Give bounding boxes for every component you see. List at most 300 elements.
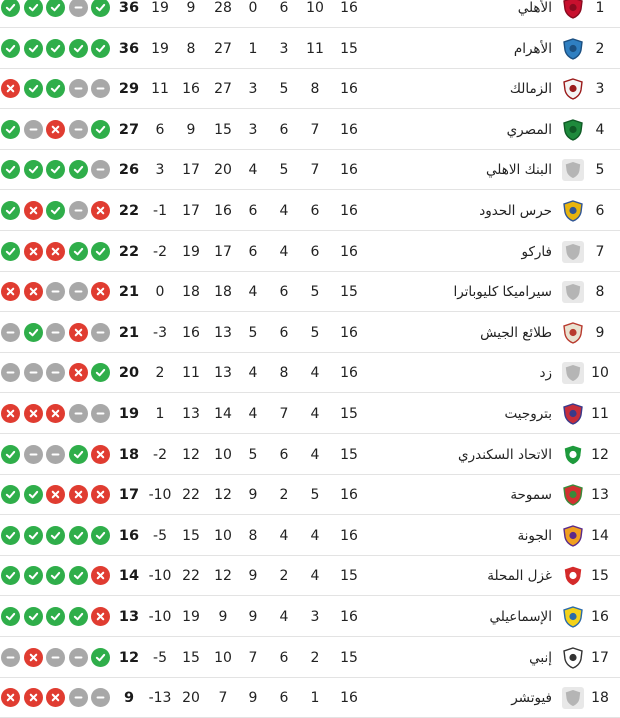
goal-difference-cell: 0 xyxy=(155,284,165,301)
recent-form xyxy=(1,363,114,383)
goal-difference-cell: 19 xyxy=(151,40,169,57)
minus-icon xyxy=(69,688,88,707)
position-cell: 7 xyxy=(595,243,605,260)
team-name[interactable]: الإسماعيلي xyxy=(489,609,552,625)
played-cell: 16 xyxy=(340,243,358,260)
check-icon xyxy=(1,445,20,464)
goal-difference-cell: -3 xyxy=(153,324,167,341)
won-cell: 7 xyxy=(310,121,320,138)
goals-for-cell: 10 xyxy=(214,527,232,544)
check-icon xyxy=(69,607,88,626)
recent-form xyxy=(1,282,114,302)
x-icon xyxy=(69,363,88,382)
recent-form xyxy=(1,120,114,140)
played-cell: 15 xyxy=(340,284,358,301)
check-icon xyxy=(24,607,43,626)
goals-against-cell: 15 xyxy=(182,527,200,544)
points-cell: 12 xyxy=(118,649,140,666)
team-name[interactable]: بتروجيت xyxy=(504,406,552,422)
check-icon xyxy=(1,39,20,58)
position-cell: 3 xyxy=(595,81,605,98)
minus-icon xyxy=(91,404,110,423)
goals-for-cell: 14 xyxy=(214,406,232,422)
goals-for-cell: 12 xyxy=(214,568,232,585)
team-name[interactable]: غزل المحلة xyxy=(487,568,552,585)
goal-difference-cell: -10 xyxy=(148,609,172,625)
played-cell: 16 xyxy=(340,121,358,138)
check-icon xyxy=(69,566,88,585)
minus-icon xyxy=(24,363,43,382)
check-icon xyxy=(91,0,110,17)
goals-against-cell: 19 xyxy=(182,243,200,260)
lost-cell: 4 xyxy=(248,365,258,382)
won-cell: 5 xyxy=(310,284,320,301)
goals-for-cell: 10 xyxy=(214,649,232,666)
recent-form xyxy=(1,526,114,546)
recent-form xyxy=(1,39,114,59)
minus-icon xyxy=(1,363,20,382)
x-icon xyxy=(24,404,43,423)
drawn-cell: 4 xyxy=(279,527,289,544)
goals-for-cell: 12 xyxy=(214,487,232,504)
position-cell: 11 xyxy=(591,406,609,422)
goals-against-cell: 22 xyxy=(182,568,200,585)
won-cell: 1 xyxy=(310,690,320,707)
points-cell: 14 xyxy=(118,568,140,585)
points-cell: 21 xyxy=(118,284,140,301)
recent-form xyxy=(1,607,114,627)
position-cell: 2 xyxy=(595,40,605,57)
team-logo-icon xyxy=(561,158,585,182)
lost-cell: 5 xyxy=(248,324,258,341)
check-icon xyxy=(91,526,110,545)
goals-for-cell: 16 xyxy=(214,203,232,219)
team-name[interactable]: الاتحاد السكندري xyxy=(458,446,552,463)
minus-icon xyxy=(91,79,110,98)
lost-cell: 9 xyxy=(248,487,258,504)
team-logo-icon xyxy=(561,118,585,142)
recent-form xyxy=(1,0,114,18)
check-icon xyxy=(69,242,88,261)
table-row[interactable] xyxy=(0,556,620,596)
position-cell: 16 xyxy=(591,609,609,625)
check-icon xyxy=(1,0,20,17)
minus-icon xyxy=(46,363,65,382)
x-icon xyxy=(24,688,43,707)
won-cell: 4 xyxy=(310,568,320,585)
goals-against-cell: 17 xyxy=(182,203,200,219)
points-cell: 26 xyxy=(118,162,140,179)
check-icon xyxy=(24,0,43,17)
goals-for-cell: 27 xyxy=(214,81,232,98)
check-icon xyxy=(24,526,43,545)
goals-against-cell: 13 xyxy=(182,406,200,422)
won-cell: 4 xyxy=(310,446,320,463)
minus-icon xyxy=(46,282,65,301)
won-cell: 3 xyxy=(310,609,320,625)
minus-icon xyxy=(24,445,43,464)
goal-difference-cell: 2 xyxy=(155,365,165,382)
x-icon xyxy=(69,323,88,342)
position-cell: 10 xyxy=(591,365,609,382)
team-name[interactable]: الزمالك xyxy=(509,81,552,98)
team-name[interactable]: المصري xyxy=(506,121,552,138)
lost-cell: 6 xyxy=(248,243,258,260)
table-row[interactable] xyxy=(0,232,620,272)
goals-for-cell: 15 xyxy=(214,121,232,138)
team-logo-icon xyxy=(561,0,585,20)
goal-difference-cell: 1 xyxy=(155,406,165,422)
minus-icon xyxy=(69,648,88,667)
x-icon xyxy=(24,242,43,261)
goal-difference-cell: 3 xyxy=(155,162,165,179)
check-icon xyxy=(46,39,65,58)
drawn-cell: 4 xyxy=(279,243,289,260)
drawn-cell: 2 xyxy=(279,487,289,504)
x-icon xyxy=(69,485,88,504)
goals-against-cell: 15 xyxy=(182,649,200,666)
x-icon xyxy=(91,485,110,504)
won-cell: 4 xyxy=(310,365,320,382)
table-row[interactable] xyxy=(0,0,620,28)
minus-icon xyxy=(91,688,110,707)
minus-icon xyxy=(69,0,88,17)
lost-cell: 4 xyxy=(248,162,258,179)
lost-cell: 6 xyxy=(248,203,258,219)
x-icon xyxy=(46,404,65,423)
table-row[interactable] xyxy=(0,435,620,475)
minus-icon xyxy=(46,648,65,667)
team-logo-icon xyxy=(561,280,585,304)
team-logo-icon xyxy=(561,524,585,548)
check-icon xyxy=(1,607,20,626)
drawn-cell: 7 xyxy=(279,406,289,422)
team-logo-icon xyxy=(561,240,585,264)
check-icon xyxy=(46,607,65,626)
goals-for-cell: 27 xyxy=(214,40,232,57)
minus-icon xyxy=(91,323,110,342)
recent-form xyxy=(1,485,114,505)
check-icon xyxy=(1,485,20,504)
points-cell: 22 xyxy=(118,203,140,219)
minus-icon xyxy=(46,323,65,342)
table-row[interactable] xyxy=(0,597,620,637)
goals-for-cell: 10 xyxy=(214,446,232,463)
lost-cell: 4 xyxy=(248,284,258,301)
won-cell: 6 xyxy=(310,243,320,260)
points-cell: 18 xyxy=(118,446,140,463)
lost-cell: 0 xyxy=(248,0,258,16)
team-logo-icon xyxy=(561,77,585,101)
position-cell: 9 xyxy=(595,324,605,341)
check-icon xyxy=(46,0,65,17)
lost-cell: 3 xyxy=(248,81,258,98)
won-cell: 2 xyxy=(310,649,320,666)
x-icon xyxy=(91,445,110,464)
x-icon xyxy=(91,282,110,301)
won-cell: 4 xyxy=(310,527,320,544)
lost-cell: 3 xyxy=(248,121,258,138)
played-cell: 16 xyxy=(340,81,358,98)
lost-cell: 4 xyxy=(248,406,258,422)
table-row[interactable] xyxy=(0,516,620,556)
team-logo-icon xyxy=(561,686,585,710)
team-name[interactable]: البنك الاهلي xyxy=(486,162,552,179)
goal-difference-cell: -2 xyxy=(153,446,167,463)
drawn-cell: 6 xyxy=(279,0,289,16)
check-icon xyxy=(1,120,20,139)
won-cell: 11 xyxy=(306,40,324,57)
lost-cell: 5 xyxy=(248,446,258,463)
recent-form xyxy=(1,323,114,343)
drawn-cell: 6 xyxy=(279,324,289,341)
team-logo-icon xyxy=(561,199,585,223)
table-row[interactable] xyxy=(0,353,620,393)
goals-against-cell: 9 xyxy=(186,0,196,16)
points-cell: 16 xyxy=(118,527,140,544)
check-icon xyxy=(91,242,110,261)
team-name[interactable]: الأهلي xyxy=(517,0,552,16)
x-icon xyxy=(46,120,65,139)
won-cell: 10 xyxy=(306,0,324,16)
recent-form xyxy=(1,688,114,708)
minus-icon xyxy=(69,282,88,301)
table-row[interactable] xyxy=(0,394,620,434)
goals-against-cell: 20 xyxy=(182,690,200,707)
points-cell: 21 xyxy=(118,324,140,341)
position-cell: 18 xyxy=(591,690,609,707)
lost-cell: 7 xyxy=(248,649,258,666)
goals-for-cell: 18 xyxy=(214,284,232,301)
won-cell: 8 xyxy=(310,81,320,98)
goals-for-cell: 20 xyxy=(214,162,232,179)
played-cell: 16 xyxy=(340,0,358,16)
team-name[interactable]: سموحة xyxy=(510,487,552,504)
played-cell: 16 xyxy=(340,162,358,179)
position-cell: 14 xyxy=(591,527,609,544)
team-name[interactable]: الجونة xyxy=(517,527,552,544)
team-name[interactable]: فاركو xyxy=(521,243,552,260)
recent-form xyxy=(1,445,114,465)
check-icon xyxy=(46,526,65,545)
check-icon xyxy=(91,120,110,139)
points-cell: 36 xyxy=(118,0,140,16)
drawn-cell: 6 xyxy=(279,446,289,463)
recent-form xyxy=(1,160,114,180)
position-cell: 13 xyxy=(591,487,609,504)
drawn-cell: 6 xyxy=(279,121,289,138)
check-icon xyxy=(24,485,43,504)
position-cell: 12 xyxy=(591,446,609,463)
team-logo-icon xyxy=(561,605,585,629)
team-name[interactable]: طلائع الجيش xyxy=(480,324,552,341)
drawn-cell: 5 xyxy=(279,162,289,179)
check-icon xyxy=(69,160,88,179)
played-cell: 16 xyxy=(340,609,358,625)
played-cell: 15 xyxy=(340,649,358,666)
check-icon xyxy=(46,201,65,220)
position-cell: 4 xyxy=(595,121,605,138)
goals-against-cell: 17 xyxy=(182,162,200,179)
drawn-cell: 6 xyxy=(279,649,289,666)
minus-icon xyxy=(69,79,88,98)
played-cell: 16 xyxy=(340,487,358,504)
table-row[interactable] xyxy=(0,475,620,515)
x-icon xyxy=(91,607,110,626)
goals-for-cell: 7 xyxy=(218,690,228,707)
goal-difference-cell: -5 xyxy=(153,649,167,666)
drawn-cell: 4 xyxy=(279,203,289,219)
goals-against-cell: 22 xyxy=(182,487,200,504)
minus-icon xyxy=(1,648,20,667)
goals-for-cell: 13 xyxy=(214,365,232,382)
drawn-cell: 6 xyxy=(279,690,289,707)
x-icon xyxy=(46,485,65,504)
points-cell: 19 xyxy=(118,406,140,422)
table-row[interactable] xyxy=(0,191,620,231)
played-cell: 16 xyxy=(340,365,358,382)
goals-against-cell: 12 xyxy=(182,446,200,463)
drawn-cell: 3 xyxy=(279,40,289,57)
won-cell: 5 xyxy=(310,324,320,341)
team-logo-icon xyxy=(561,361,585,385)
team-name[interactable]: سيراميكا كليوباترا xyxy=(453,284,552,301)
team-logo-icon xyxy=(561,443,585,467)
x-icon xyxy=(24,648,43,667)
goals-against-cell: 18 xyxy=(182,284,200,301)
x-icon xyxy=(1,79,20,98)
recent-form xyxy=(1,79,114,99)
x-icon xyxy=(24,201,43,220)
goals-against-cell: 16 xyxy=(182,324,200,341)
check-icon xyxy=(69,39,88,58)
lost-cell: 9 xyxy=(248,690,258,707)
minus-icon xyxy=(69,201,88,220)
table-row[interactable] xyxy=(0,110,620,150)
team-logo-icon xyxy=(561,37,585,61)
points-cell: 27 xyxy=(118,121,140,138)
played-cell: 15 xyxy=(340,406,358,422)
goals-for-cell: 17 xyxy=(214,243,232,260)
goals-against-cell: 19 xyxy=(182,609,200,625)
points-cell: 22 xyxy=(118,243,140,260)
recent-form xyxy=(1,242,114,262)
minus-icon xyxy=(69,404,88,423)
goals-for-cell: 13 xyxy=(214,324,232,341)
team-logo-icon xyxy=(561,564,585,588)
x-icon xyxy=(1,404,20,423)
won-cell: 4 xyxy=(310,406,320,422)
team-logo-icon xyxy=(561,321,585,345)
table-row[interactable] xyxy=(0,150,620,190)
position-cell: 8 xyxy=(595,284,605,301)
lost-cell: 9 xyxy=(248,609,258,625)
lost-cell: 9 xyxy=(248,568,258,585)
check-icon xyxy=(91,648,110,667)
goal-difference-cell: -10 xyxy=(148,568,172,585)
check-icon xyxy=(69,445,88,464)
table-row[interactable] xyxy=(0,29,620,69)
points-cell: 29 xyxy=(118,81,140,98)
table-row[interactable] xyxy=(0,678,620,718)
goal-difference-cell: -1 xyxy=(153,203,167,219)
check-icon xyxy=(1,526,20,545)
team-logo-icon xyxy=(561,646,585,670)
minus-icon xyxy=(1,323,20,342)
table-row[interactable] xyxy=(0,313,620,353)
team-name[interactable]: حرس الحدود xyxy=(479,203,552,219)
position-cell: 15 xyxy=(591,568,609,585)
minus-icon xyxy=(91,160,110,179)
played-cell: 15 xyxy=(340,40,358,57)
goals-against-cell: 11 xyxy=(182,365,200,382)
drawn-cell: 4 xyxy=(279,609,289,625)
minus-icon xyxy=(24,120,43,139)
check-icon xyxy=(24,566,43,585)
position-cell: 6 xyxy=(595,203,605,219)
played-cell: 16 xyxy=(340,203,358,219)
drawn-cell: 8 xyxy=(279,365,289,382)
team-name[interactable]: إنبي xyxy=(529,649,552,666)
team-name[interactable]: فيوتشر xyxy=(511,690,552,707)
points-cell: 36 xyxy=(118,40,140,57)
check-icon xyxy=(1,242,20,261)
team-logo-icon xyxy=(561,483,585,507)
table-row[interactable] xyxy=(0,272,620,312)
team-name[interactable]: الأهرام xyxy=(513,40,552,57)
table-row[interactable] xyxy=(0,69,620,109)
recent-form xyxy=(1,404,114,424)
minus-icon xyxy=(46,445,65,464)
table-row[interactable] xyxy=(0,638,620,678)
played-cell: 16 xyxy=(340,690,358,707)
goals-against-cell: 8 xyxy=(186,40,196,57)
goal-difference-cell: 11 xyxy=(151,81,169,98)
drawn-cell: 2 xyxy=(279,568,289,585)
check-icon xyxy=(1,160,20,179)
goal-difference-cell: -2 xyxy=(153,243,167,260)
recent-form xyxy=(1,566,114,586)
played-cell: 16 xyxy=(340,527,358,544)
points-cell: 17 xyxy=(118,487,140,504)
won-cell: 6 xyxy=(310,203,320,219)
recent-form xyxy=(1,648,114,668)
x-icon xyxy=(1,688,20,707)
goals-against-cell: 9 xyxy=(186,121,196,138)
check-icon xyxy=(24,160,43,179)
minus-icon xyxy=(69,120,88,139)
team-logo-icon xyxy=(561,402,585,426)
x-icon xyxy=(46,242,65,261)
recent-form xyxy=(1,201,114,221)
check-icon xyxy=(1,566,20,585)
team-name[interactable]: زد xyxy=(539,365,552,382)
check-icon xyxy=(24,39,43,58)
goals-for-cell: 9 xyxy=(218,609,228,625)
check-icon xyxy=(1,201,20,220)
x-icon xyxy=(91,566,110,585)
goal-difference-cell: 19 xyxy=(151,0,169,16)
played-cell: 16 xyxy=(340,324,358,341)
x-icon xyxy=(24,282,43,301)
points-cell: 20 xyxy=(118,365,140,382)
check-icon xyxy=(91,39,110,58)
check-icon xyxy=(91,363,110,382)
drawn-cell: 5 xyxy=(279,81,289,98)
drawn-cell: 6 xyxy=(279,284,289,301)
check-icon xyxy=(46,566,65,585)
goals-for-cell: 28 xyxy=(214,0,232,16)
